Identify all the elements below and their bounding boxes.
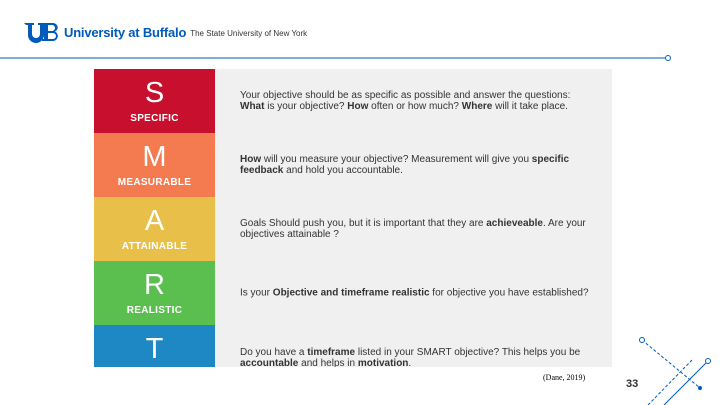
ub-logo <box>22 19 307 45</box>
page-number: 33 <box>626 378 639 390</box>
emphasis-text: specific feedback <box>240 154 570 176</box>
row-description <box>215 197 612 261</box>
body-text: Goals Should push you, but it is important that they are <box>240 218 487 229</box>
tile-letter: M <box>142 141 167 173</box>
letter-tile <box>94 69 215 133</box>
body-text: . <box>408 358 412 367</box>
letter-tile <box>94 197 215 261</box>
body-text: Your objective should be as specific as possible and answer the questions: <box>240 90 571 101</box>
letter-tile <box>94 261 215 325</box>
row-description <box>215 133 612 197</box>
body-text: for objective you have established? <box>429 287 589 299</box>
row-description <box>215 261 612 325</box>
tile-letter: R <box>144 269 165 301</box>
decorative-lines-icon <box>630 330 720 405</box>
university-name: University at Buffalo <box>64 24 187 40</box>
body-text: will you measure your objective? Measurement will give you <box>261 154 532 165</box>
smart-goals-graphic <box>94 69 612 367</box>
body-text: often or how much? <box>368 101 462 112</box>
smart-row-measurable <box>94 133 612 197</box>
tile-word: ATTAINABLE <box>121 241 188 252</box>
emphasis-text: What <box>240 101 265 112</box>
emphasis-text: achieveable <box>486 218 543 229</box>
university-subtitle: The State University of New York <box>190 28 308 38</box>
tile-word: REALISTIC <box>126 305 183 316</box>
body-text: and hold you accountable. <box>283 165 403 176</box>
body-text: Do you have a <box>240 347 308 358</box>
emphasis-text: Where <box>461 101 493 112</box>
body-text: . Are your objectives attainable ? <box>240 218 586 240</box>
emphasis-text: motivation <box>357 358 409 367</box>
body-text: and helps in <box>298 358 358 367</box>
body-text: is your objective? <box>264 101 348 112</box>
ub-monogram-icon <box>22 20 62 44</box>
emphasis-text: accountable <box>240 358 299 367</box>
smart-row-attainable <box>94 197 612 261</box>
tile-word: MEASURABLE <box>117 177 192 188</box>
emphasis-text: How <box>240 154 262 165</box>
tile-letter: T <box>145 333 164 365</box>
letter-tile <box>94 133 215 197</box>
body-text: listed in your SMART objective? This helps you be <box>355 347 581 358</box>
header-rule <box>0 55 720 61</box>
tile-word: SPECIFIC <box>130 113 179 124</box>
body-text: will it take place. <box>492 101 568 112</box>
tile-letter: S <box>144 77 165 109</box>
smart-row-realistic <box>94 261 612 325</box>
tile-letter: A <box>144 205 165 237</box>
slide-header <box>0 0 720 60</box>
smart-row-timely <box>94 325 612 367</box>
smart-row-specific <box>94 69 612 133</box>
emphasis-text: How <box>347 101 369 112</box>
body-text: Is your <box>240 287 273 299</box>
emphasis-text: Objective and timeframe realistic <box>272 287 430 299</box>
row-description <box>215 325 612 367</box>
row-description <box>215 69 612 133</box>
citation: (Dane, 2019) <box>543 373 586 382</box>
letter-tile <box>94 325 215 367</box>
emphasis-text: timeframe <box>307 347 356 358</box>
